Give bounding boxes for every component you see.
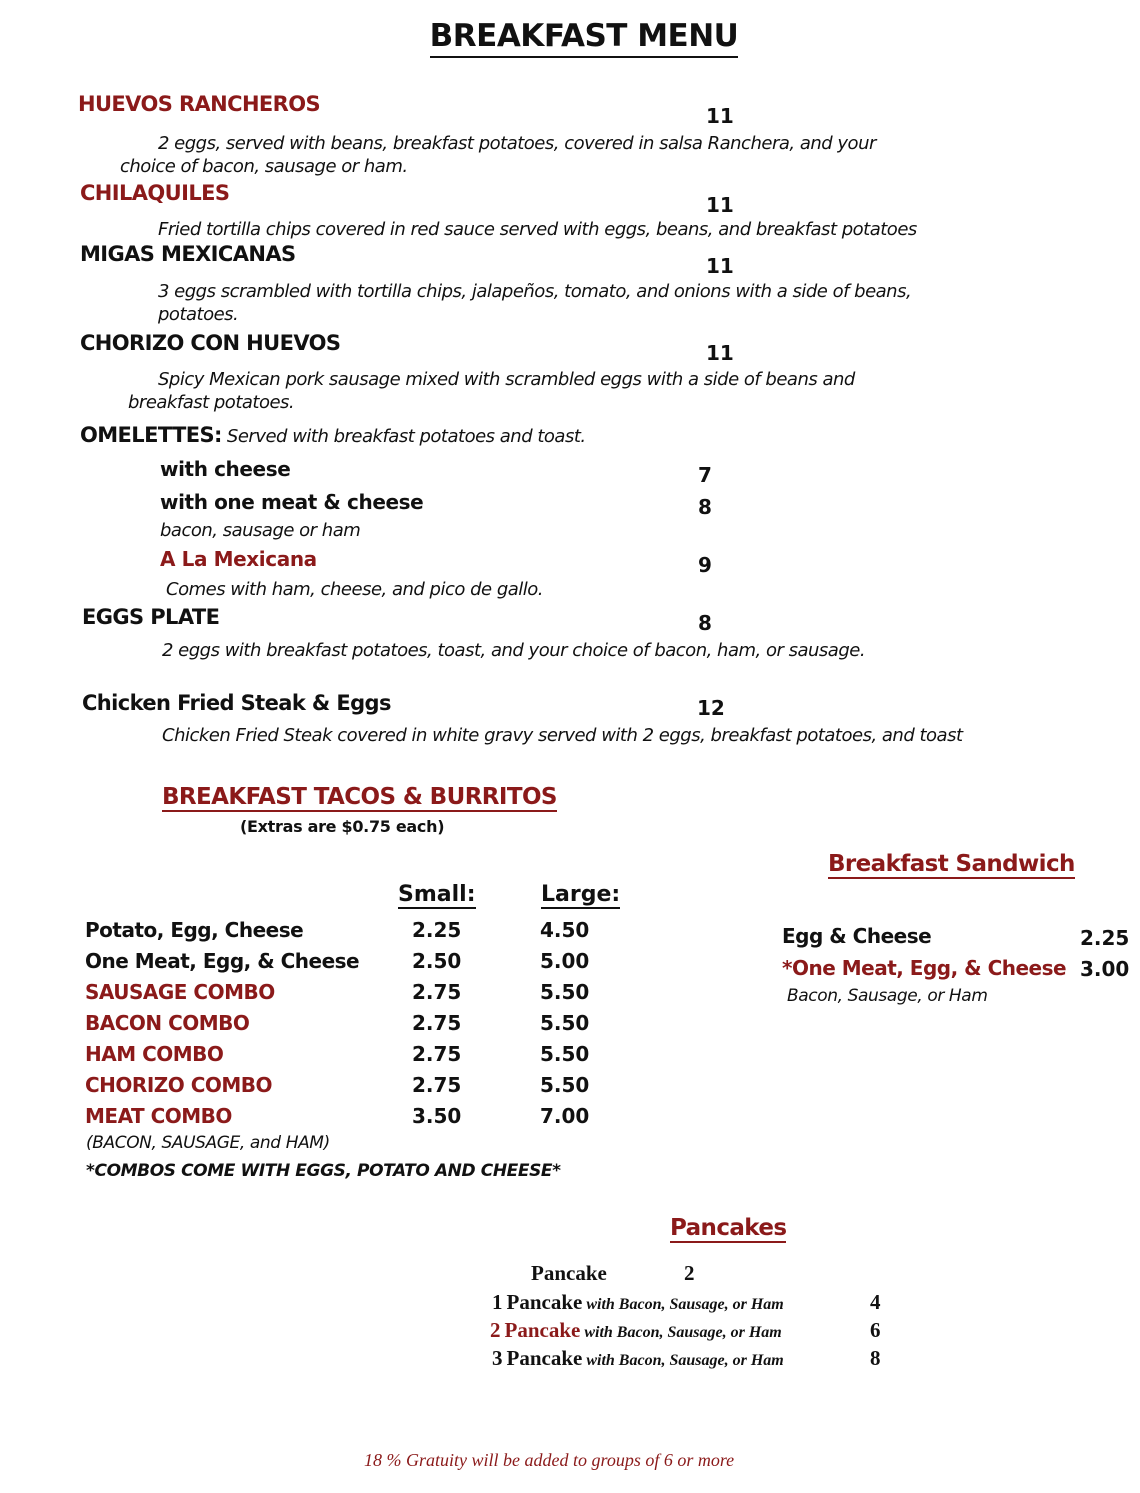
omelette-option: with cheese xyxy=(160,457,291,481)
taco-row-name: BACON COMBO xyxy=(85,1011,250,1035)
item-description: Fried tortilla chips covered in red sauce served with eggs, beans, and breakfast potatoes xyxy=(158,219,917,240)
pancakes-heading: Pancakes xyxy=(670,1215,787,1241)
item-name: HUEVOS RANCHEROS xyxy=(78,92,321,116)
pancake-name: Pancake xyxy=(506,1346,583,1370)
omelettes-label: OMELETTES: xyxy=(80,423,222,447)
taco-row-name: CHORIZO COMBO xyxy=(85,1073,273,1097)
omelette-price: 9 xyxy=(698,553,712,577)
taco-row-name: One Meat, Egg, & Cheese xyxy=(85,949,360,973)
sandwich-row-name: *One Meat, Egg, & Cheese xyxy=(782,956,1067,980)
omelette-option: A La Mexicana xyxy=(160,547,317,571)
item-price: 11 xyxy=(706,193,734,217)
pancake-name: Pancake xyxy=(506,1290,583,1314)
omelettes-header xyxy=(80,423,586,448)
taco-row-small: 2.50 xyxy=(412,949,462,973)
item-description: 3 eggs scrambled with tortilla chips, jalapeños, tomato, and onions with a side of beans, potatoes. xyxy=(158,281,912,325)
item-description: 2 eggs, served with beans, breakfast potatoes, covered in salsa Ranchera, and your choice of bacon, sausage or ham. xyxy=(120,133,876,177)
omelette-description: bacon, sausage or ham xyxy=(160,520,361,541)
pancake-price: 8 xyxy=(870,1346,881,1370)
taco-row-small: 2.25 xyxy=(412,918,462,942)
pancake-price: 6 xyxy=(870,1318,881,1342)
item-name: CHILAQUILES xyxy=(80,181,230,205)
sandwich-heading: Breakfast Sandwich xyxy=(828,851,1075,877)
item-name: EGGS PLATE xyxy=(82,605,220,629)
taco-row-large: 5.00 xyxy=(540,949,590,973)
omelette-price: 7 xyxy=(698,463,712,487)
column-large: Large: xyxy=(541,882,621,907)
gratuity-note: 18 % Gratuity will be added to groups of 6 or more xyxy=(364,1450,735,1470)
taco-row-large: 5.50 xyxy=(540,980,590,1004)
pancake-price: 4 xyxy=(870,1290,881,1314)
taco-row-name: MEAT COMBO xyxy=(85,1104,232,1128)
item-price: 11 xyxy=(706,104,734,128)
item-price: 11 xyxy=(706,254,734,278)
taco-row-small: 2.75 xyxy=(412,1011,462,1035)
column-small: Small: xyxy=(398,882,476,907)
pancake-qty: 2 xyxy=(490,1318,501,1342)
item-price: 8 xyxy=(698,611,712,635)
taco-row-name: HAM COMBO xyxy=(85,1042,224,1066)
omelettes-description: Served with breakfast potatoes and toast. xyxy=(226,426,586,447)
sandwich-row-price: 2.25 xyxy=(1080,926,1130,950)
item-name: MIGAS MEXICANAS xyxy=(80,242,296,266)
sandwich-note: Bacon, Sausage, or Ham xyxy=(787,986,988,1006)
taco-row-name: Potato, Egg, Cheese xyxy=(85,918,304,942)
tacos-heading: BREAKFAST TACOS & BURRITOS xyxy=(162,784,557,810)
combo-note: *COMBOS COME WITH EGGS, POTATO AND CHEESE* xyxy=(86,1161,561,1181)
pancake-with: with Bacon, Sausage, or Ham xyxy=(586,1352,784,1369)
omelette-description: Comes with ham, cheese, and pico de gallo. xyxy=(166,579,544,600)
pancake-qty: 1 xyxy=(492,1290,503,1314)
pancake-name: Pancake xyxy=(504,1318,581,1342)
pancake-price: 2 xyxy=(684,1261,695,1285)
item-name: CHORIZO CON HUEVOS xyxy=(80,331,341,355)
pancake-name: Pancake xyxy=(531,1261,607,1285)
omelette-price: 8 xyxy=(698,495,712,519)
taco-row-small: 2.75 xyxy=(412,1042,462,1066)
taco-row-large: 5.50 xyxy=(540,1011,590,1035)
taco-row-small: 2.75 xyxy=(412,1073,462,1097)
taco-row-small: 2.75 xyxy=(412,980,462,1004)
item-description: Spicy Mexican pork sausage mixed with scrambled eggs with a side of beans and breakfast potatoes. xyxy=(128,369,855,413)
sandwich-row-price: 3.00 xyxy=(1080,957,1130,981)
meat-combo-note: (BACON, SAUSAGE, and HAM) xyxy=(86,1133,330,1153)
extras-note: (Extras are $0.75 each) xyxy=(240,817,445,836)
taco-row-large: 5.50 xyxy=(540,1073,590,1097)
item-price: 11 xyxy=(706,341,734,365)
pancake-row xyxy=(492,1346,784,1371)
pancake-with: with Bacon, Sausage, or Ham xyxy=(584,1324,782,1341)
item-description: Chicken Fried Steak covered in white gravy served with 2 eggs, breakfast potatoes, and toast xyxy=(162,725,963,746)
pancake-row xyxy=(531,1261,607,1286)
taco-row-name: SAUSAGE COMBO xyxy=(85,980,275,1004)
pancake-qty: 3 xyxy=(492,1346,503,1370)
pancake-with: with Bacon, Sausage, or Ham xyxy=(586,1296,784,1313)
taco-row-large: 5.50 xyxy=(540,1042,590,1066)
taco-row-small: 3.50 xyxy=(412,1104,462,1128)
item-price: 12 xyxy=(697,696,725,720)
taco-row-large: 4.50 xyxy=(540,918,590,942)
pancake-row xyxy=(490,1318,782,1343)
item-description: 2 eggs with breakfast potatoes, toast, and your choice of bacon, ham, or sausage. xyxy=(162,640,866,661)
pancake-row xyxy=(492,1290,784,1315)
sandwich-row-name: Egg & Cheese xyxy=(782,924,932,948)
page-title: BREAKFAST MENU xyxy=(0,18,1140,54)
item-name: Chicken Fried Steak & Eggs xyxy=(82,691,391,715)
omelette-option: with one meat & cheese xyxy=(160,490,424,514)
taco-row-large: 7.00 xyxy=(540,1104,590,1128)
